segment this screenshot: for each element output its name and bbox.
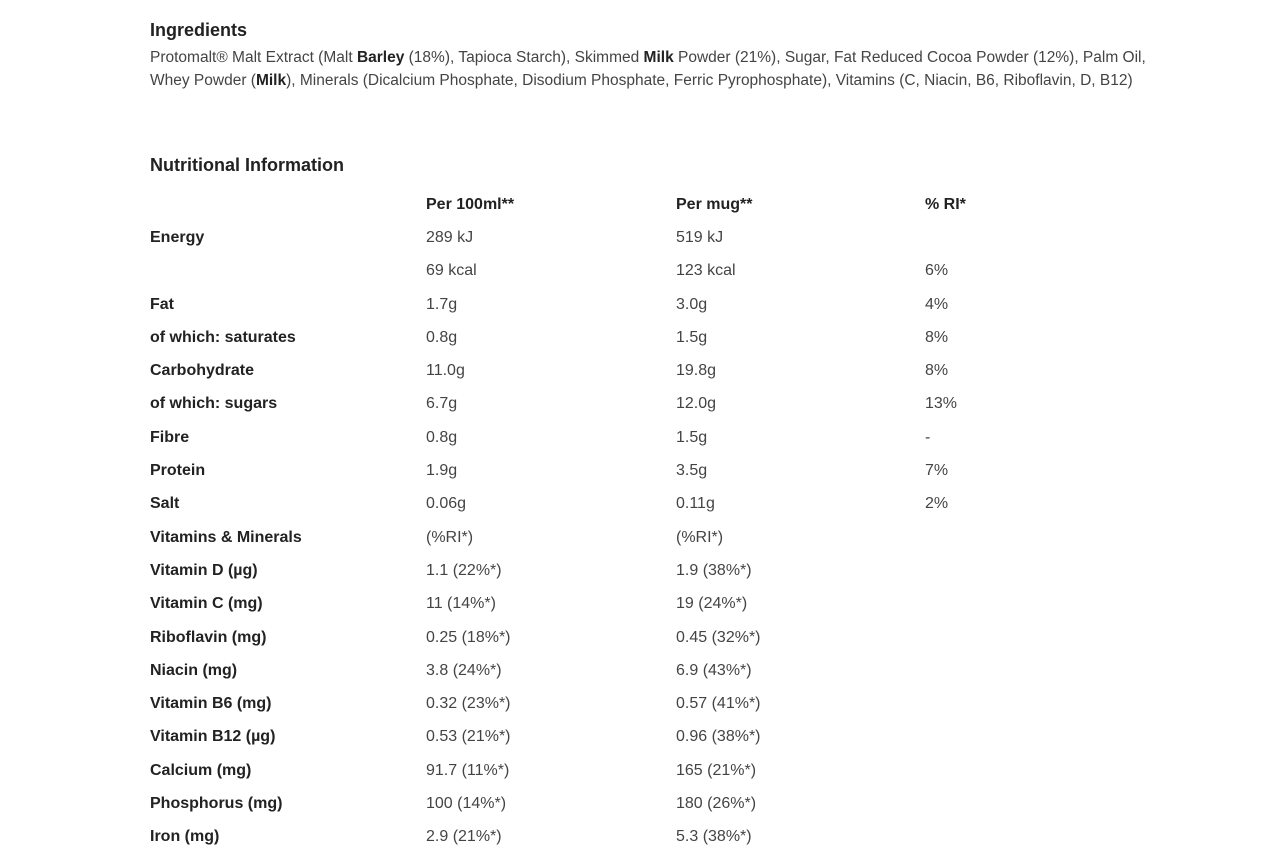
nutrient-label: Energy — [150, 228, 205, 246]
per-100ml-value: 2.9 (21%*) — [426, 828, 502, 846]
table-row — [150, 721, 1025, 754]
nutrition-header-row — [150, 188, 1025, 221]
per-mug-value: 19.8g — [676, 362, 717, 380]
table-row — [150, 588, 1025, 621]
per-100ml-value: 100 (14%*) — [426, 794, 507, 812]
table-row — [150, 787, 1025, 820]
per-mug-value: 1.5g — [676, 328, 708, 346]
per-100ml-value: 69 kcal — [426, 262, 477, 280]
table-row — [150, 255, 1025, 288]
table-row — [150, 654, 1025, 687]
ingredients-text — [150, 46, 1150, 92]
per-100ml-value: 0.53 (21%*) — [426, 728, 511, 746]
nutrient-label: Calcium (mg) — [150, 761, 252, 779]
ri-value — [925, 721, 1025, 754]
ri-value — [925, 787, 1025, 820]
nutrient-label: Fibre — [150, 428, 190, 446]
nutrition-table-body — [150, 221, 1025, 854]
per-100ml-value: 0.32 (23%*) — [426, 695, 511, 713]
ingredients-allergen: Milk — [255, 72, 287, 89]
per-mug-value: 3.0g — [676, 295, 708, 313]
ri-value — [925, 687, 1025, 720]
nutrient-label: Riboflavin (mg) — [150, 628, 267, 646]
nutrient-label: Protein — [150, 462, 206, 480]
column-header-ri: % RI* — [925, 195, 966, 213]
table-row — [150, 554, 1025, 587]
ingredients-heading: Ingredients — [150, 20, 248, 40]
ri-value — [925, 754, 1025, 787]
nutrient-label: Iron (mg) — [150, 828, 220, 846]
table-row — [150, 521, 1025, 554]
per-100ml-value: 1.7g — [426, 295, 458, 313]
per-100ml-value: 11 (14%*) — [426, 595, 496, 613]
table-row — [150, 488, 1025, 521]
per-mug-value: (%RI*) — [676, 528, 724, 546]
table-row — [150, 354, 1025, 387]
nutrition-section — [150, 154, 1150, 854]
ri-value: 4% — [925, 295, 949, 313]
per-mug-value: 0.57 (41%*) — [676, 695, 761, 713]
per-mug-value: 123 kcal — [676, 262, 736, 280]
table-row — [150, 321, 1025, 354]
per-mug-value: 12.0g — [676, 395, 717, 413]
table-row — [150, 454, 1025, 487]
per-mug-value: 519 kJ — [676, 228, 724, 246]
per-100ml-value: 11.0g — [426, 362, 465, 380]
nutrient-label: Vitamin B12 (µg) — [150, 728, 276, 746]
per-mug-value: 0.11g — [676, 495, 715, 513]
per-100ml-value: 1.9g — [426, 462, 458, 480]
per-100ml-value: 1.1 (22%*) — [426, 561, 502, 579]
ingredients-allergen: Barley — [356, 49, 405, 66]
ri-value: 8% — [925, 328, 949, 346]
ri-value — [925, 588, 1025, 621]
ingredients-part: (18%), Tapioca Starch), Skimmed — [404, 49, 644, 66]
ri-value — [925, 221, 1025, 254]
nutrient-label: Vitamin D (µg) — [150, 561, 258, 579]
per-mug-value: 0.96 (38%*) — [676, 728, 761, 746]
nutrient-label: Carbohydrate — [150, 362, 255, 380]
ri-value — [925, 621, 1025, 654]
per-mug-value: 6.9 (43%*) — [676, 661, 752, 679]
ingredients-part: Protomalt® Malt Extract (Malt — [150, 49, 357, 66]
nutrient-label: Vitamins & Minerals — [150, 528, 302, 546]
per-100ml-value: 91.7 (11%*) — [426, 761, 510, 779]
ri-value: 2% — [925, 495, 949, 513]
per-mug-value: 0.45 (32%*) — [676, 628, 761, 646]
ri-value — [925, 821, 1025, 854]
nutrient-label — [150, 255, 426, 288]
per-mug-value: 165 (21%*) — [676, 761, 757, 779]
column-header-per-mug: Per mug** — [676, 195, 753, 213]
per-mug-value: 1.5g — [676, 428, 708, 446]
ri-value: 8% — [925, 362, 949, 380]
per-100ml-value: 0.06g — [426, 495, 467, 513]
nutrition-heading: Nutritional Information — [150, 155, 344, 175]
table-row — [150, 687, 1025, 720]
ingredients-allergen: Milk — [643, 49, 674, 66]
column-header-per-100ml: Per 100ml** — [426, 195, 515, 213]
nutrient-label: Niacin (mg) — [150, 661, 238, 679]
table-row — [150, 754, 1025, 787]
table-row — [150, 821, 1025, 854]
per-100ml-value: (%RI*) — [426, 528, 474, 546]
ri-value — [925, 654, 1025, 687]
ri-value: 7% — [925, 462, 949, 480]
per-100ml-value: 6.7g — [426, 395, 458, 413]
per-100ml-value: 0.25 (18%*) — [426, 628, 511, 646]
table-row — [150, 221, 1025, 254]
per-100ml-value: 0.8g — [426, 428, 458, 446]
nutrient-label: Vitamin C (mg) — [150, 595, 263, 613]
per-100ml-value: 3.8 (24%*) — [426, 661, 502, 679]
ingredients-part: ), Minerals (Dicalcium Phosphate, Disodium Phosphate, Ferric Pyrophosphate), Vitamins (C, Niacin, B6, Riboflavin, D, B12) — [286, 72, 1133, 89]
nutrient-label: Fat — [150, 295, 174, 313]
ri-value — [925, 521, 1025, 554]
per-mug-value: 1.9 (38%*) — [676, 561, 752, 579]
table-row — [150, 421, 1025, 454]
table-row — [150, 621, 1025, 654]
nutrient-label: Salt — [150, 495, 180, 513]
ingredients-section — [150, 19, 1150, 92]
ri-value: - — [925, 428, 931, 446]
per-mug-value: 180 (26%*) — [676, 794, 757, 812]
nutrient-label: of which: saturates — [150, 328, 296, 346]
ingredients-part: Powder (21%), Sugar, Fat Reduced Cocoa Powder (12%), Palm Oil, Whey Powder ( — [150, 49, 1146, 89]
per-mug-value: 3.5g — [676, 462, 708, 480]
nutrient-label: Phosphorus (mg) — [150, 794, 283, 812]
per-mug-value: 19 (24%*) — [676, 595, 748, 613]
ri-value — [925, 554, 1025, 587]
table-row — [150, 288, 1025, 321]
nutrient-label: of which: sugars — [150, 395, 278, 413]
table-row — [150, 388, 1025, 421]
nutrient-label: Vitamin B6 (mg) — [150, 695, 272, 713]
per-100ml-value: 289 kJ — [426, 228, 474, 246]
column-header-label — [150, 188, 426, 221]
nutrition-table — [150, 188, 1025, 854]
ri-value: 6% — [925, 262, 949, 280]
per-mug-value: 5.3 (38%*) — [676, 828, 752, 846]
ri-value: 13% — [925, 395, 958, 413]
per-100ml-value: 0.8g — [426, 328, 458, 346]
